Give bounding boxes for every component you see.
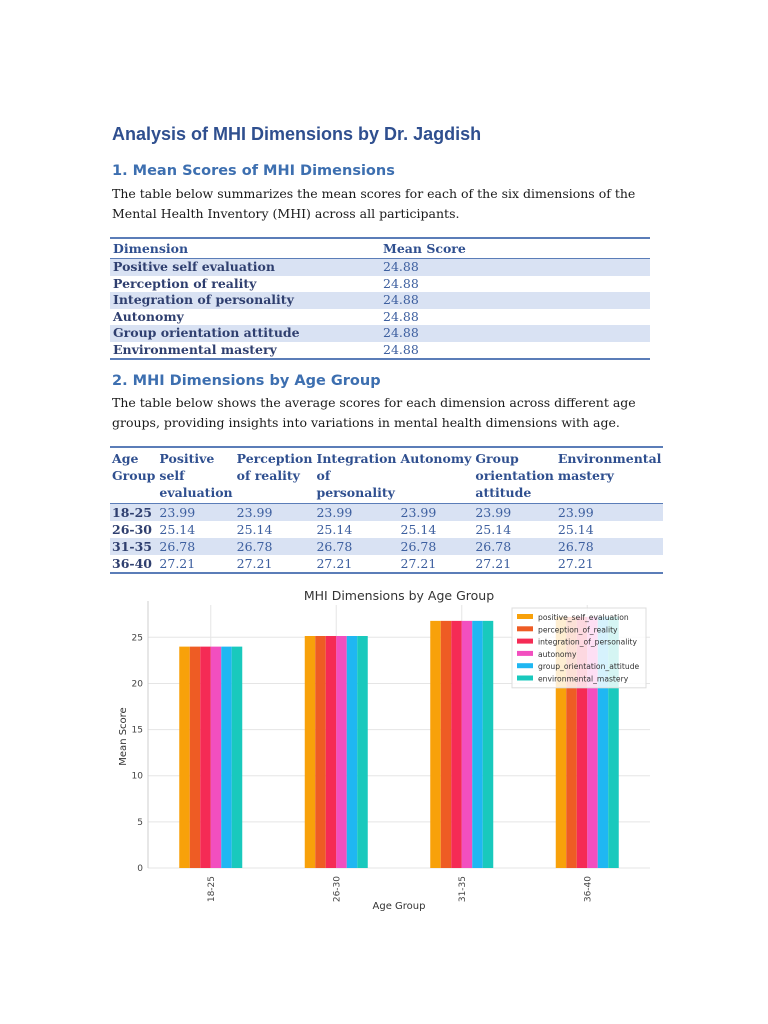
- header-autonomy: Autonomy: [399, 447, 474, 504]
- legend-swatch: [517, 614, 533, 619]
- legend-label: group_orientation_attitude: [538, 662, 640, 672]
- mean-scores-table: [110, 237, 650, 360]
- bar: [441, 621, 452, 868]
- bar: [221, 647, 232, 868]
- score-cell: 26.78: [399, 538, 474, 555]
- score-cell: 24.88: [383, 308, 419, 324]
- score-cell: 25.14: [159, 522, 196, 537]
- dimension-cell: Integration of personality: [110, 292, 380, 309]
- score-cell: 24.88: [380, 292, 650, 309]
- bar: [483, 621, 494, 868]
- bar: [211, 647, 222, 868]
- legend-swatch: [517, 663, 533, 668]
- table-row: [110, 504, 663, 522]
- y-tick-label: 25: [131, 633, 143, 644]
- score-cell: 27.21: [400, 556, 437, 571]
- legend-swatch: [517, 639, 533, 644]
- score-cell: 25.14: [475, 522, 512, 537]
- table-row: [110, 276, 650, 293]
- header-positive-self-evaluation: Positive self evaluation: [157, 447, 234, 504]
- bar: [232, 647, 243, 868]
- dimension-cell: Positive self evaluation: [110, 259, 380, 276]
- legend-swatch: [517, 626, 533, 631]
- age-cell: 36-40: [112, 556, 152, 571]
- table-row: [110, 342, 650, 360]
- bar: [430, 621, 441, 868]
- header-environmental-mastery: Environmental mastery: [556, 447, 664, 504]
- score-cell: 25.14: [557, 522, 594, 537]
- legend-swatch: [517, 651, 533, 656]
- score-cell: 27.21: [475, 556, 512, 571]
- score-cell: 24.88: [380, 325, 650, 342]
- table-row: [110, 309, 650, 326]
- dimension-cell: Environmental mastery: [113, 341, 277, 357]
- bar: [357, 636, 368, 868]
- score-cell: 23.99: [399, 504, 474, 522]
- bar: [472, 621, 483, 868]
- header-age-group: Age Group: [110, 447, 157, 504]
- score-cell: 23.99: [556, 504, 664, 522]
- header-group-orientation-attitude: Group orientation attitude: [473, 447, 556, 504]
- age-cell: 26-30: [112, 522, 152, 537]
- score-cell: 26.78: [235, 538, 315, 555]
- score-cell: 27.21: [316, 556, 353, 571]
- score-cell: 25.14: [236, 522, 273, 537]
- section2-paragraph: The table below shows the average scores for each dimension across different age groups, providing insights into variations in mental health dimensions with age.: [112, 395, 636, 430]
- y-tick-label: 15: [131, 725, 143, 736]
- header-perception-of-reality: Perception of reality: [235, 447, 315, 504]
- mhi-bar-chart: [110, 583, 658, 923]
- bar: [179, 647, 190, 868]
- score-cell: 24.88: [383, 341, 419, 357]
- dimension-cell: Group orientation attitude: [110, 325, 380, 342]
- bar: [326, 636, 337, 868]
- age-cell: 31-35: [110, 538, 157, 555]
- score-cell: 26.78: [314, 538, 398, 555]
- y-tick-label: 10: [131, 771, 143, 782]
- score-cell: 26.78: [473, 538, 556, 555]
- header-dimension: Dimension: [110, 238, 380, 259]
- bar: [347, 636, 358, 868]
- dimension-cell: Perception of reality: [113, 275, 257, 291]
- bar: [336, 636, 347, 868]
- score-cell: 23.99: [314, 504, 398, 522]
- legend-label: positive_self_evaluation: [538, 613, 629, 622]
- bar: [200, 647, 211, 868]
- x-axis-label: Age Group: [372, 901, 426, 912]
- table-row: [110, 259, 650, 276]
- table-header-row: [110, 447, 663, 504]
- x-tick-label: 36-40: [583, 876, 594, 903]
- score-cell: 26.78: [556, 538, 664, 555]
- score-cell: 23.99: [235, 504, 315, 522]
- y-tick-label: 5: [137, 817, 143, 828]
- score-cell: 24.88: [383, 275, 419, 291]
- y-axis-label: Mean Score: [118, 707, 129, 766]
- y-tick-label: 0: [137, 864, 143, 874]
- x-tick-label: 18-25: [206, 876, 217, 903]
- score-cell: 24.88: [380, 259, 650, 276]
- table-row: [110, 292, 650, 309]
- chart-title: MHI Dimensions by Age Group: [303, 588, 495, 603]
- legend-label: environmental_mastery: [538, 674, 629, 684]
- header-integration-of-personality: Integration of personality: [314, 447, 398, 504]
- section1-heading: 1. Mean Scores of MHI Dimensions: [112, 163, 395, 179]
- table-row: [110, 521, 663, 538]
- score-cell: 25.14: [316, 522, 353, 537]
- table-row: [110, 555, 663, 573]
- header-mean-score: Mean Score: [380, 238, 650, 259]
- score-cell: 26.78: [157, 538, 234, 555]
- table-row: [110, 538, 663, 555]
- legend-label: autonomy: [538, 649, 577, 659]
- x-tick-label: 31-35: [457, 876, 468, 903]
- score-cell: 27.21: [236, 556, 273, 571]
- legend-swatch: [517, 676, 533, 681]
- document-title: Analysis of MHI Dimensions by Dr. Jagdish: [112, 124, 482, 144]
- score-cell: 23.99: [157, 504, 234, 522]
- score-cell: 23.99: [473, 504, 556, 522]
- y-tick-label: 20: [131, 679, 143, 690]
- bar: [462, 621, 473, 868]
- bar: [315, 636, 326, 868]
- bar: [305, 636, 316, 868]
- bar: [451, 621, 462, 868]
- age-group-table: [110, 446, 663, 574]
- dimension-cell: Autonomy: [113, 308, 184, 324]
- age-cell: 18-25: [110, 504, 157, 522]
- bar: [190, 647, 201, 868]
- score-cell: 27.21: [557, 556, 594, 571]
- table-header-row: [110, 238, 650, 259]
- x-tick-label: 26-30: [332, 876, 343, 903]
- table-row: [110, 325, 650, 342]
- section2-heading: 2. MHI Dimensions by Age Group: [112, 373, 381, 389]
- score-cell: 27.21: [159, 556, 196, 571]
- section1-paragraph: The table below summarizes the mean scores for each of the six dimensions of the Mental Health Inventory (MHI) across all participants.: [112, 186, 636, 221]
- legend-label: integration_of_personality: [538, 637, 638, 647]
- legend-label: perception_of_reality: [538, 625, 618, 635]
- score-cell: 25.14: [400, 522, 437, 537]
